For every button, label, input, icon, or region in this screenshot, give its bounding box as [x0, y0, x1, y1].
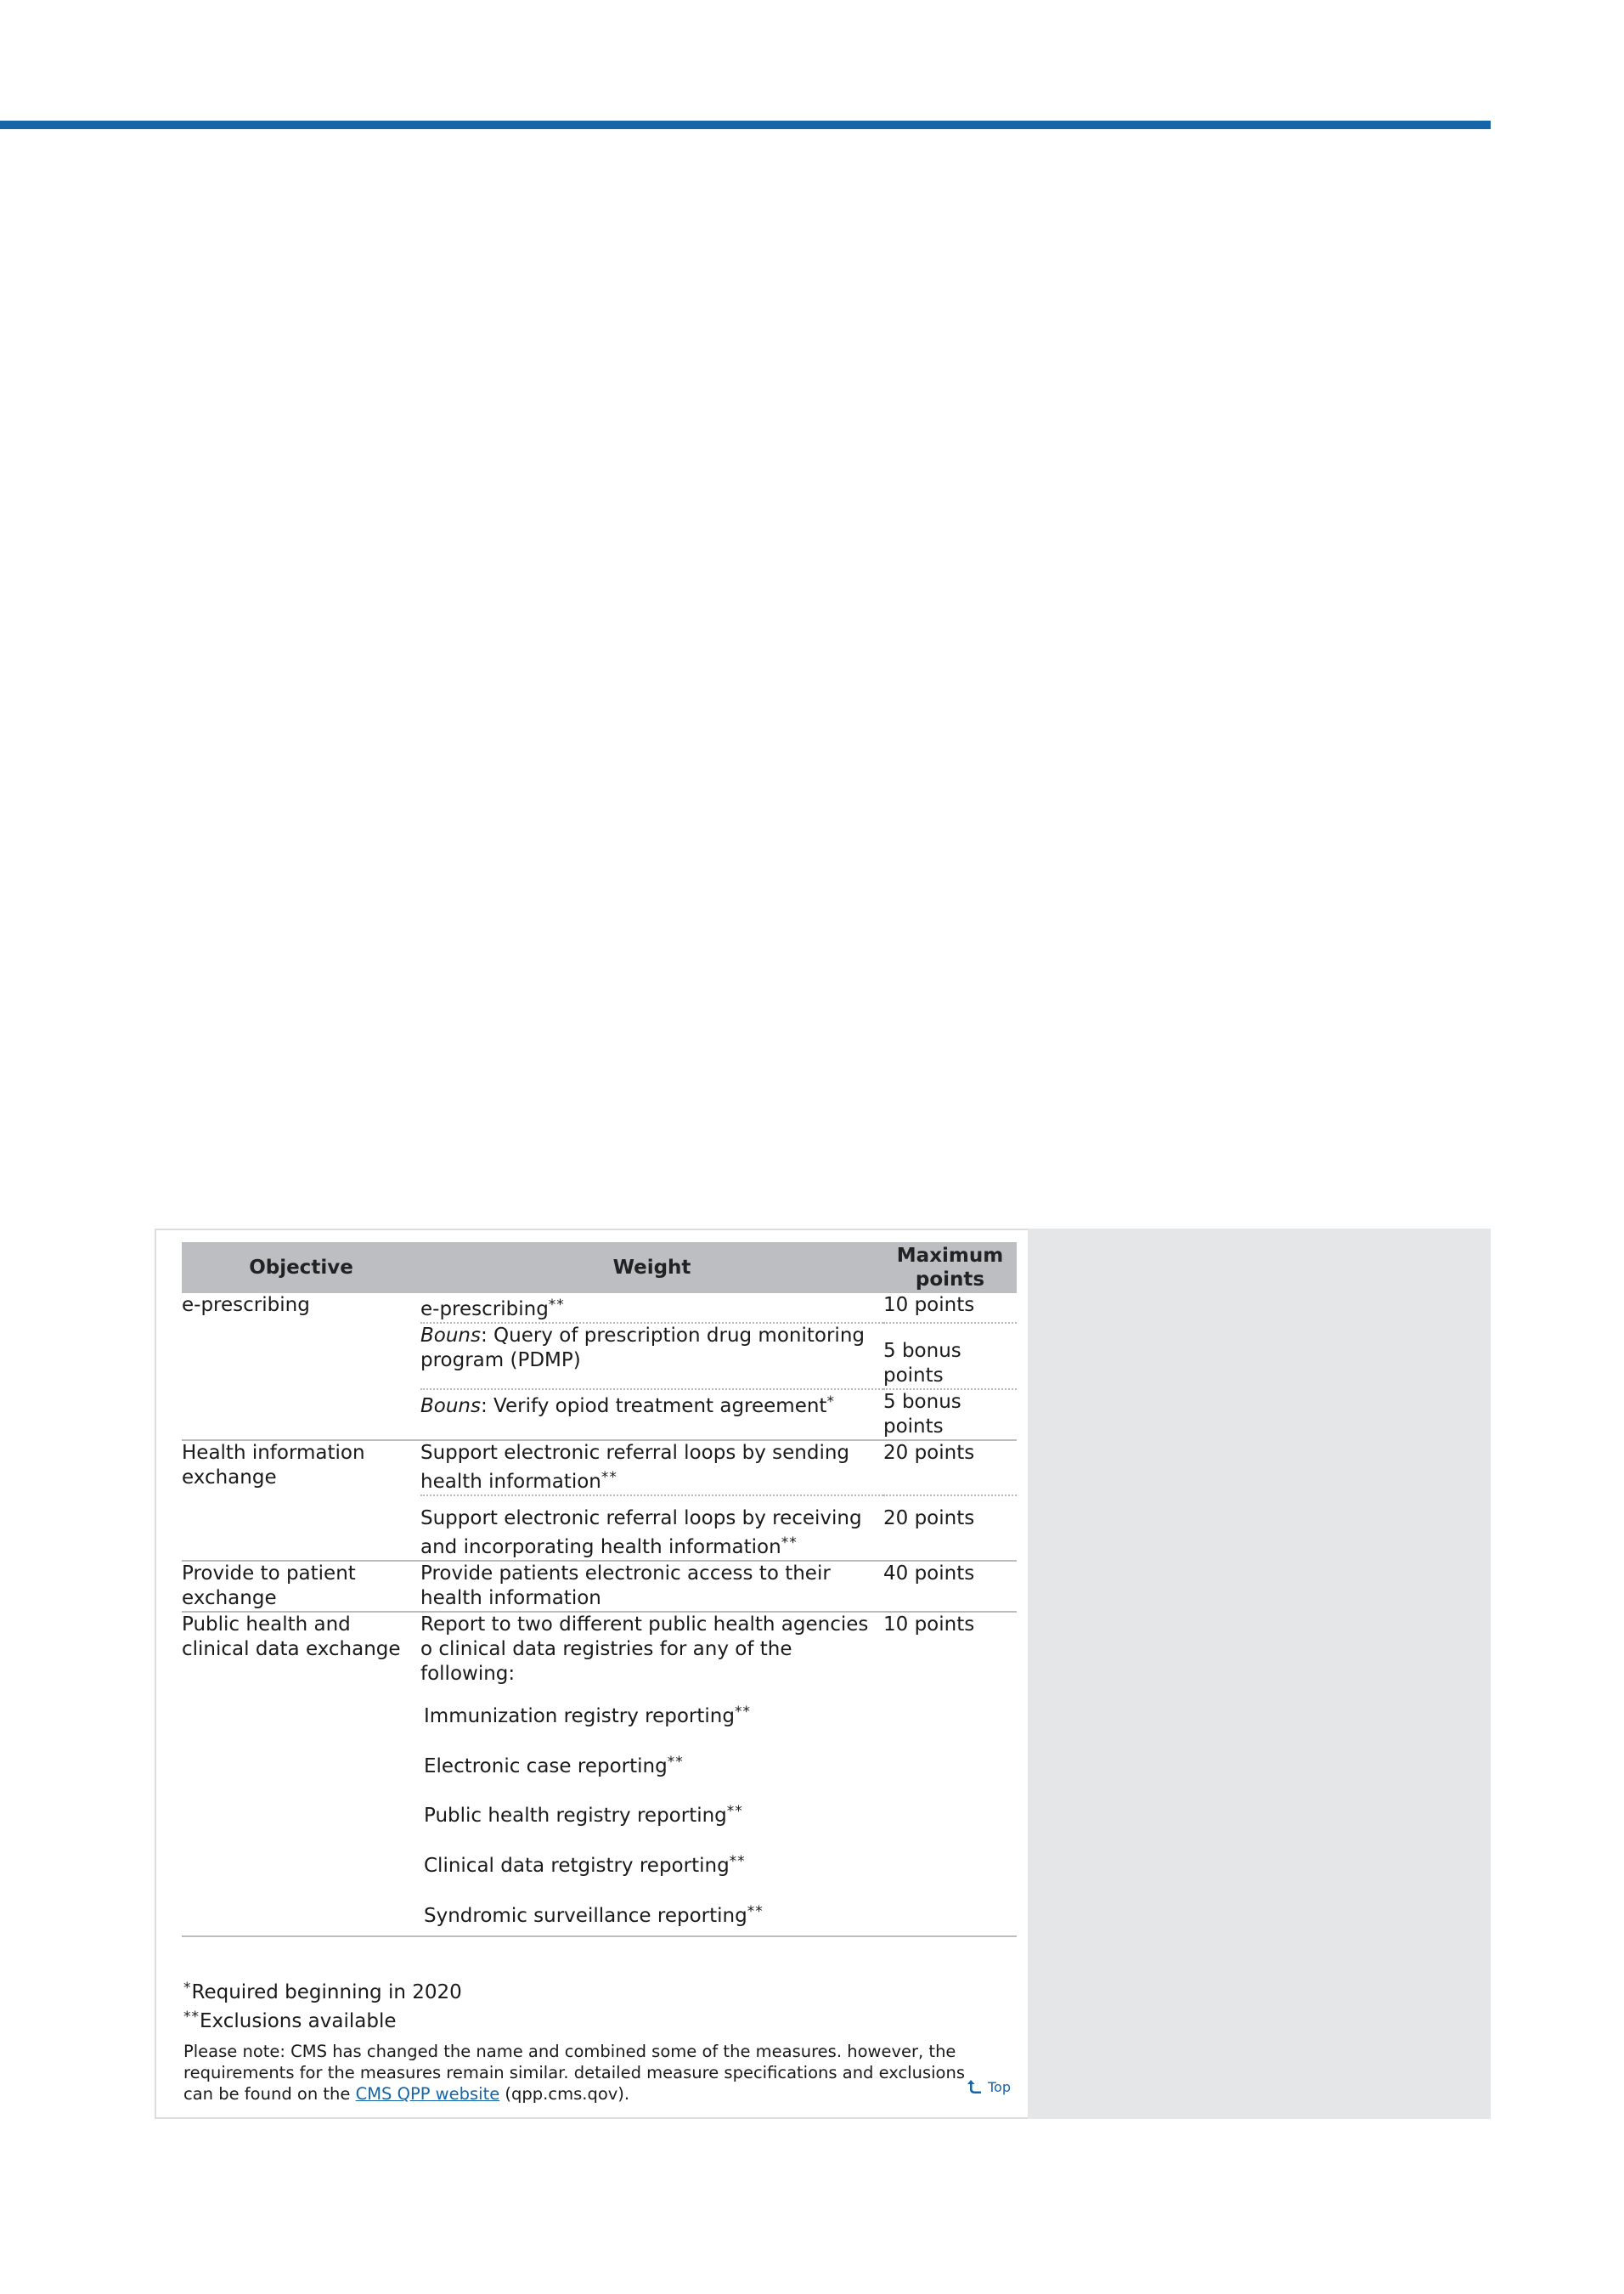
- cms-qpp-website-link[interactable]: CMS QPP website: [355, 2084, 500, 2104]
- top-accent-rule: [0, 121, 1491, 129]
- objective-cell: Provide to patient exchange: [182, 1561, 420, 1612]
- footnote-required: *Required beginning in 2020: [183, 1980, 462, 2003]
- measure-cell: Provide patients electronic access to their health information: [420, 1561, 883, 1612]
- points-cell: 10 points: [883, 1612, 1017, 1936]
- measures-card: [155, 1229, 1028, 2119]
- points-cell: 5 bonus points: [883, 1389, 1017, 1440]
- objective-cell: Health information exchange: [182, 1440, 420, 1561]
- points-cell: 20 points: [883, 1495, 1017, 1561]
- measures-table: [182, 1242, 1017, 1937]
- header-maximum-points: Maximum points: [883, 1242, 1017, 1293]
- table-row: [182, 1440, 1017, 1495]
- measure-cell: Bouns: Verify opiod treatment agreement*: [420, 1389, 883, 1440]
- top-link-label: Top: [988, 2078, 1011, 2095]
- sub-item-cell: Syndromic surveillance reporting**: [420, 1900, 883, 1936]
- sub-item-cell: Clinical data retgistry reporting**: [424, 1853, 746, 1877]
- sub-item-cell: Public health registry reporting**: [424, 1803, 743, 1827]
- measure-cell: Report to two different public health agencies o clinical data registries for any of the following:: [420, 1613, 869, 1685]
- measure-cell: Support electronic referral loops by receiving and incorporating health information**: [420, 1495, 883, 1561]
- sub-item-cell: Immunization registry reporting**: [424, 1704, 751, 1727]
- sub-item-cell: Electronic case reporting**: [424, 1754, 684, 1777]
- points-cell: 40 points: [883, 1561, 1017, 1612]
- back-to-top-link[interactable]: [967, 2078, 1011, 2095]
- footnotes: [183, 1976, 999, 2034]
- arrow-up-curved-icon: [967, 2078, 983, 2095]
- points-cell: 5 bonus points: [883, 1323, 1017, 1389]
- footnote-exclusions: **Exclusions available: [183, 2009, 397, 2032]
- side-panel: [1028, 1229, 1491, 2119]
- objective-cell: Public health and clinical data exchange: [182, 1612, 420, 1936]
- table-row: [182, 1612, 1017, 1697]
- objective-cell: e-prescribing: [182, 1293, 420, 1440]
- table-header-row: [182, 1242, 1017, 1293]
- measure-cell: Support electronic referral loops by sending health information**: [420, 1440, 883, 1495]
- measure-cell: e-prescribing**: [420, 1293, 883, 1323]
- points-cell: 10 points: [883, 1293, 1017, 1323]
- header-objective: Objective: [182, 1242, 420, 1293]
- measure-cell: Bouns: Query of prescription drug monitoring program (PDMP): [420, 1323, 883, 1389]
- header-weight: Weight: [420, 1242, 883, 1293]
- disclaimer-text: Please note: CMS has changed the name and combined some of the measures. however, the requirements for the measures remain similar. detailed measure specifications and exclusions can be found on the CMS QPP website (qpp.cms.qov).: [183, 2042, 966, 2104]
- points-cell: 20 points: [883, 1440, 1017, 1495]
- table-row: [182, 1293, 1017, 1323]
- table-row: [182, 1561, 1017, 1612]
